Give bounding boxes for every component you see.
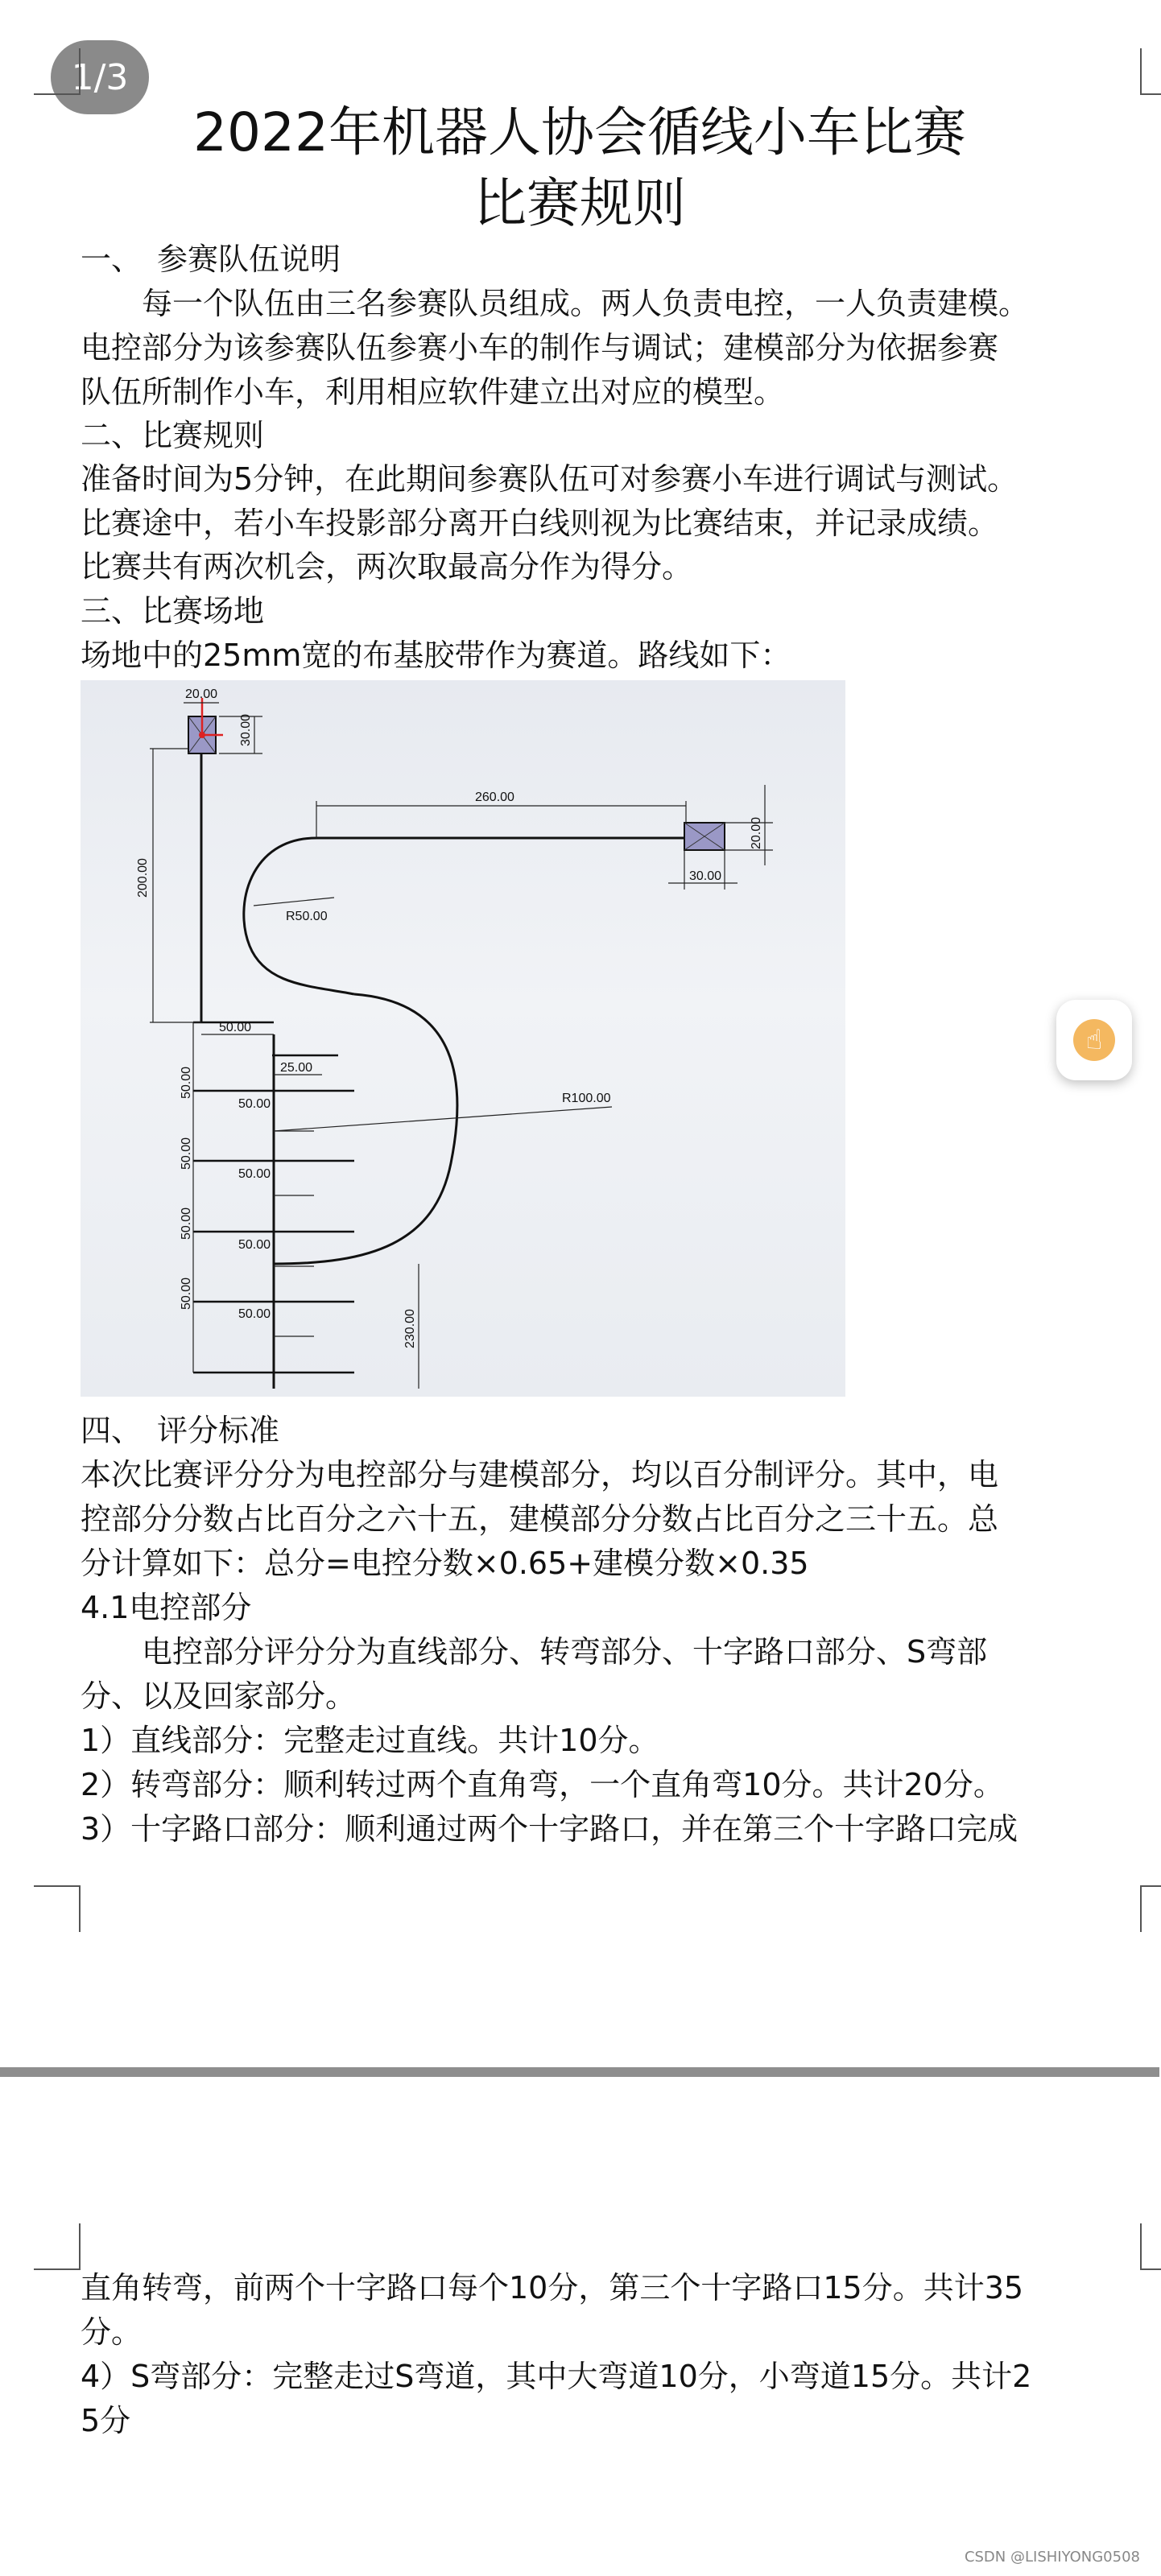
dim-label: 50.00	[219, 1021, 252, 1034]
dim-line	[274, 1107, 612, 1131]
list-item-continued: 直角转弯，前两个十字路口每个10分，第三个十字路口15分。共计35	[81, 2270, 1024, 2306]
dim-label: 25.00	[280, 1061, 313, 1075]
section-heading: 四、 评分标准	[81, 1413, 280, 1448]
dim-label: 20.00	[185, 687, 218, 701]
dim-label: 50.00	[238, 1307, 271, 1321]
floating-action-button[interactable]	[1056, 1000, 1132, 1080]
paragraph-line: 准备时间为5分钟，在此期间参赛队伍可对参赛小车进行调试与测试。	[81, 461, 1018, 497]
hand-icon: ☝	[1073, 1019, 1115, 1061]
dim-label: 50.00	[180, 1137, 193, 1170]
document-title: 2022年机器人协会循线小车比赛	[193, 101, 966, 163]
page-divider	[0, 2067, 1159, 2077]
crop-mark-bottom-right	[1140, 1885, 1161, 1932]
subsection-heading: 4.1电控部分	[81, 1590, 252, 1625]
page-indicator: 1/3	[51, 40, 149, 114]
paragraph-line: 场地中的25mm宽的布基胶带作为赛道。路线如下：	[81, 638, 791, 673]
document-subtitle: 比赛规则	[473, 172, 686, 234]
dim-label: R50.00	[286, 910, 328, 923]
dim-label: 30.00	[689, 869, 722, 883]
dim-label: R100.00	[562, 1092, 611, 1105]
dim-label: 30.00	[239, 713, 253, 746]
paragraph-line: 比赛共有两次机会，两次取最高分作为得分。	[81, 549, 693, 584]
dim-label: 20.00	[750, 816, 763, 849]
list-item-continued: 分。	[81, 2314, 143, 2350]
paragraph-line: 每一个队伍由三名参赛队员组成。两人负责电控，一人负责建模。	[81, 286, 1030, 321]
list-item: 2）转弯部分：顺利转过两个直角弯，一个直角弯10分。共计20分。	[81, 1767, 1004, 1802]
watermark-footer: CSDN @LISHIYONG0508	[964, 2549, 1140, 2566]
list-item-continued: 5分	[81, 2403, 131, 2438]
crop-mark-bottom-left	[34, 1885, 81, 1932]
paragraph-line: 队伍所制作小车，利用相应软件建立出对应的模型。	[81, 374, 785, 410]
list-item: 3）十字路口部分：顺利通过两个十字路口，并在第三个十字路口完成	[81, 1811, 1018, 1847]
dim-label: 260.00	[475, 791, 514, 804]
paragraph-line: 电控部分为该参赛队伍参赛小车的制作与调试；建模部分为依据参赛	[81, 330, 999, 365]
dim-label: 50.00	[180, 1066, 193, 1099]
dim-label: 50.00	[180, 1207, 193, 1240]
paragraph-line: 分计算如下：总分=电控分数×0.65+建模分数×0.35	[81, 1546, 809, 1581]
dim-label: 50.00	[238, 1097, 271, 1111]
section-heading: 三、比赛场地	[81, 593, 265, 629]
paragraph-line: 比赛途中，若小车投影部分离开白线则视为比赛结束，并记录成绩。	[81, 506, 999, 541]
section-heading: 一、 参赛队伍说明	[81, 242, 341, 277]
list-item: 4）S弯部分：完整走过S弯道，其中大弯道10分，小弯道15分。共计2	[81, 2359, 1032, 2394]
crop-mark-top-left	[34, 2223, 81, 2270]
dim-label: 50.00	[238, 1238, 271, 1252]
track-diagram	[81, 680, 845, 1397]
crop-mark-top-right	[1140, 48, 1161, 95]
paragraph-line: 控部分分数占比百分之六十五，建模部分分数占比百分之三十五。总	[81, 1501, 999, 1537]
paragraph-line: 分、以及回家部分。	[81, 1678, 357, 1714]
crop-mark-top-right	[1140, 2223, 1161, 2270]
dim-label: 50.00	[180, 1277, 193, 1310]
paragraph-line: 本次比赛评分分为电控部分与建模部分，均以百分制评分。其中，电	[81, 1457, 999, 1492]
section-heading: 二、比赛规则	[81, 418, 265, 453]
crop-mark-top-left	[34, 48, 81, 95]
dim-label: 200.00	[136, 858, 150, 898]
dim-line	[254, 898, 334, 906]
paragraph-line: 电控部分评分分为直线部分、转弯部分、十字路口部分、S弯部	[81, 1634, 988, 1670]
dim-label: 50.00	[238, 1167, 271, 1181]
list-item: 1）直线部分：完整走过直线。共计10分。	[81, 1723, 659, 1758]
dim-label: 230.00	[403, 1309, 417, 1348]
